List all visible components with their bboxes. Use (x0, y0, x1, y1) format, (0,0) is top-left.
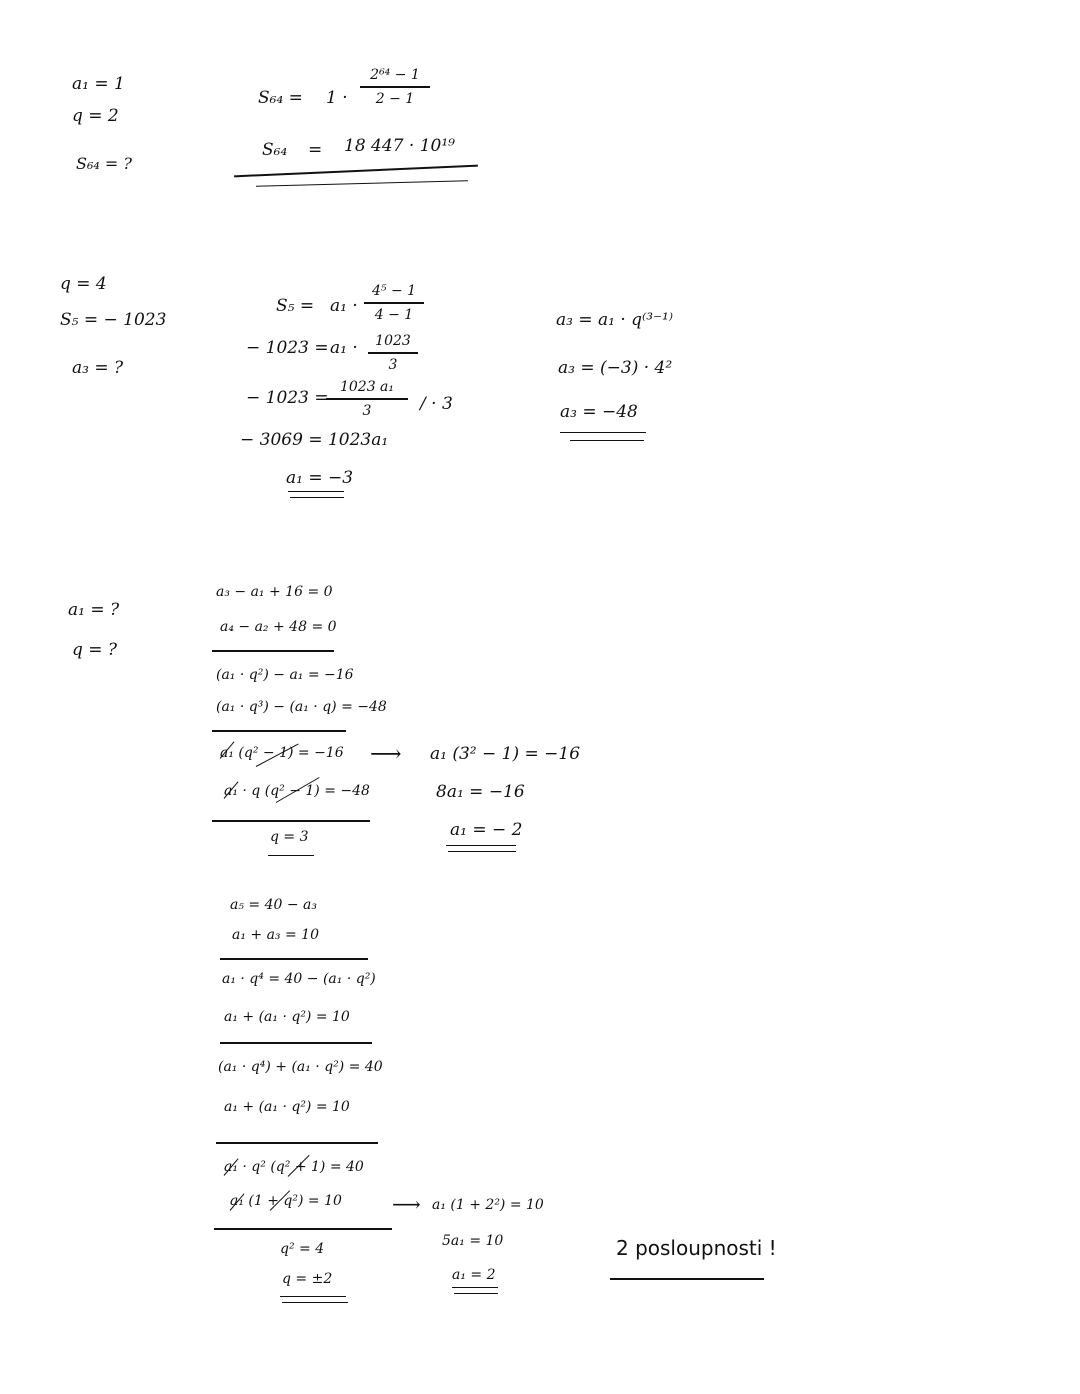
equation-1: a₅ = 40 − a₃ (230, 897, 317, 913)
step-2-lhs: − 1023 = (246, 338, 329, 358)
result-underline (288, 491, 344, 492)
result-underline-second (290, 497, 344, 498)
q-underline (268, 855, 314, 856)
result-underline (234, 165, 478, 178)
a1-equation: 5a₁ = 10 (442, 1233, 504, 1249)
q-underline-second (282, 1302, 348, 1303)
step-1-fraction (364, 284, 424, 322)
equation-8: a₁ (1 + q²) = 10 (230, 1193, 342, 1209)
step-4: − 3069 = 1023a₁ (240, 430, 389, 450)
step-1-mid: a₁ · (330, 296, 358, 316)
equation-3: (a₁ · q²) − a₁ = −16 (216, 667, 354, 683)
divider (214, 1228, 392, 1230)
given-s64: S₆₄ = ? (76, 154, 132, 173)
equation-6: a₁ · q (q² − 1) = −48 (224, 783, 370, 799)
fraction-denominator: 3 (388, 357, 398, 373)
fraction-numerator: 1023 a₁ (326, 380, 408, 400)
equation-2: a₁ + a₃ = 10 (232, 927, 319, 943)
fraction-denominator: 2 − 1 (375, 91, 415, 107)
note-two-sequences: 2 posloupnosti ! (616, 1236, 777, 1260)
a1-equation: 8a₁ = −16 (436, 782, 525, 802)
given-q: q = 4 (60, 274, 107, 294)
fraction-numerator: 4⁵ − 1 (364, 284, 424, 304)
sum-result-value: 18 447 · 10¹⁹ (344, 136, 455, 156)
a1-underline (452, 1287, 498, 1288)
q-result: q = ±2 (282, 1271, 333, 1287)
q-underline (280, 1296, 346, 1297)
a1-underline-second (448, 851, 516, 852)
sum-formula-coef: 1 · (326, 88, 348, 108)
a3-formula: a₃ = a₁ · q⁽³⁻¹⁾ (556, 310, 673, 330)
divider (212, 650, 334, 652)
divider (212, 820, 370, 822)
equation-3: a₁ · q⁴ = 40 − (a₁ · q²) (222, 971, 376, 987)
equation-5: (a₁ · q⁴) + (a₁ · q²) = 40 (218, 1059, 383, 1075)
a1-result: a₁ = 2 (452, 1267, 496, 1283)
a3-substitution: a₃ = (−3) · 4² (558, 358, 673, 378)
sum-formula-fraction (360, 68, 430, 106)
a3-underline-second (570, 440, 644, 441)
given-a1: a₁ = 1 (72, 74, 125, 94)
q-squared: q² = 4 (280, 1241, 325, 1257)
sum-formula-lhs: S₆₄ = (258, 88, 303, 108)
a1-underline-second (454, 1293, 498, 1294)
arrow-icon: ⟶ (370, 742, 402, 767)
result-underline-second (256, 180, 468, 187)
equation-4: a₁ + (a₁ · q²) = 10 (224, 1009, 350, 1025)
fraction-numerator: 1023 (368, 334, 418, 354)
note-underline (610, 1278, 764, 1280)
equation-4: (a₁ · q³) − (a₁ · q) = −48 (216, 699, 387, 715)
given-a1: a₁ = ? (68, 600, 120, 620)
given-s5: S₅ = − 1023 (60, 310, 167, 330)
given-q: q = 2 (72, 106, 119, 126)
divider (220, 958, 368, 960)
given-a3: a₃ = ? (72, 358, 124, 378)
fraction-numerator: 2⁶⁴ − 1 (360, 68, 430, 88)
q-result: q = 3 (270, 829, 309, 845)
a3-result: a₃ = −48 (560, 402, 638, 422)
step-2-fraction (368, 334, 418, 372)
divider (220, 1042, 372, 1044)
sum-result-equals: = (308, 140, 323, 160)
step-3-fraction (326, 380, 408, 418)
given-q: q = ? (72, 640, 118, 660)
fraction-denominator: 3 (362, 403, 372, 419)
result-a1: a₁ = −3 (286, 468, 354, 488)
a1-underline (446, 845, 516, 846)
step-3-operation: / · 3 (420, 394, 453, 414)
sum-result-lhs: S₆₄ (262, 140, 288, 160)
fraction-denominator: 4 − 1 (374, 307, 414, 323)
step-2-mid: a₁ · (330, 338, 358, 358)
a1-substitution: a₁ (3² − 1) = −16 (430, 744, 581, 764)
equation-2: a₄ − a₂ + 48 = 0 (220, 619, 337, 635)
equation-7: a₁ · q² (q² + 1) = 40 (224, 1159, 364, 1175)
step-3-lhs: − 1023 = (246, 388, 329, 408)
equation-5: a₁ (q² − 1) = −16 (220, 745, 344, 761)
step-1-lhs: S₅ = (276, 296, 315, 316)
equation-1: a₃ − a₁ + 16 = 0 (216, 584, 333, 600)
arrow-icon: ⟶ (392, 1192, 421, 1216)
equation-6: a₁ + (a₁ · q²) = 10 (224, 1099, 350, 1115)
a1-substitution: a₁ (1 + 2²) = 10 (432, 1197, 544, 1213)
a3-underline (560, 432, 646, 433)
divider (212, 730, 346, 732)
a1-result: a₁ = − 2 (450, 820, 523, 840)
divider (216, 1142, 378, 1144)
